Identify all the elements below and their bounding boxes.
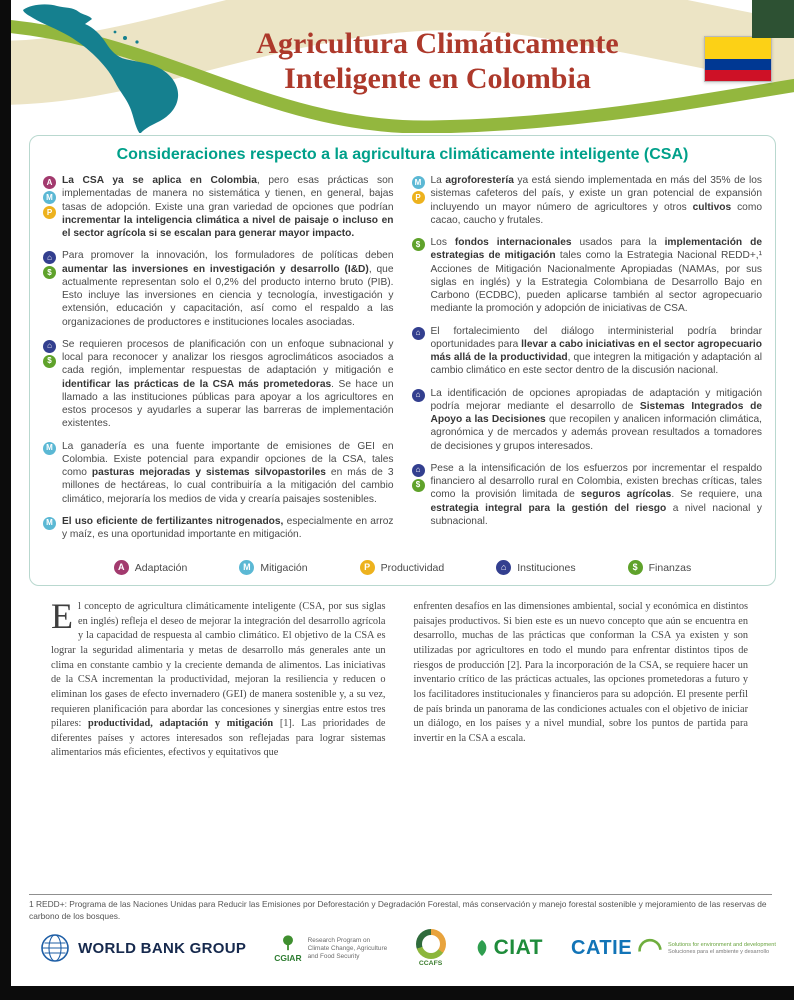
finanzas-icon: $ xyxy=(43,355,56,368)
legend xyxy=(43,550,762,581)
dropcap: E xyxy=(51,600,73,637)
productividad-icon: P xyxy=(360,560,375,575)
considerations-box xyxy=(29,135,776,586)
bullet-item xyxy=(412,174,763,227)
adaptacion-icon: A xyxy=(114,560,129,575)
footnote: 1 REDD+: Programa de las Naciones Unidas para Reducir las Emisiones por Deforestación y Degradación Forestal, más conservación y manejo forestal sostenible y mejoramiento de las reservas de carbono de los bosques. xyxy=(29,894,772,922)
swoosh-icon xyxy=(637,937,663,959)
instituciones-icon: ⌂ xyxy=(412,464,425,477)
colombia-flag xyxy=(704,36,772,82)
bullet-icon-stack xyxy=(412,462,425,528)
bottom-border-bar xyxy=(0,986,794,1000)
instituciones-icon: ⌂ xyxy=(43,251,56,264)
body-right-column: enfrenten desafíos en las dimensiones ambiental, social y económica en distintos paisajes productivos. Si bien este es un nuevo concepto que aún se encuentra en desarrollo, muchas de las prácticas que conforman la CSA ya existen y son utilizadas por agricultores en todo el mundo para enfrentar distintos tipos de riesgos de producción [2]. Para la incorporación de la CSA, se requiere hacer un inventario crítico de las prácticas actuales, las opciones prometedoras a futuro y los facilitadores institucionales y financieros para su adopción. El presente perfil de país brinda un panorama de las condiciones actuales con el objetivo de iniciar un diálogo, en los países y a nivel mundial, sobre los puntos de partida para invertir en la CSA a escala. xyxy=(413,601,748,744)
logos-row xyxy=(22,925,794,971)
bullet-icon-stack xyxy=(43,440,56,506)
legend-item-productividad xyxy=(360,560,445,575)
catie-tagline-es: Soluciones para el ambiente y desarrollo xyxy=(668,948,770,955)
bullet-column-left xyxy=(43,174,394,550)
mitigacion-icon: M xyxy=(412,176,425,189)
bullet-icon-stack xyxy=(43,249,56,329)
productividad-icon: P xyxy=(43,206,56,219)
cgiar-label: CGIAR xyxy=(274,952,302,963)
content-area xyxy=(11,133,794,986)
bullet-text: La CSA ya se aplica en Colombia, pero esas prácticas son implementadas de manera no sistemática y tienen, en general, bajas tasas de adopción. Existe una gran variedad de opciones que podrían incrementar la inteligencia climática a nivel de paisaje o incluso en el sector agrícola si se escalan para generar mayor impacto. xyxy=(62,175,394,239)
considerations-heading: Consideraciones respecto a la agricultura climáticamente inteligente (CSA) xyxy=(116,146,689,163)
bullet-item xyxy=(412,462,763,528)
corner-decoration xyxy=(752,0,794,38)
catie-tagline-en: Solutions for environment and development xyxy=(668,941,776,948)
bullet-text: Los fondos internacionales usados para la implementación de estrategias de mitigación tales como la Estrategia Nacional REDD+,¹ Acciones de Mitigación Nacionalmente Apropiadas (NAMAs, por sus siglas en inglés) y la Estrategia Colombiana de Desarrollo Bajo en Carbono (ECDBC), pueden aplicarse también al sector agropecuario mediante la promoción y adopción de iniciativas de CSA. xyxy=(430,237,762,315)
bullet-item xyxy=(43,440,394,506)
mitigacion-icon: M xyxy=(43,442,56,455)
legend-label: Adaptación xyxy=(134,561,188,574)
logo-ccafs xyxy=(416,929,446,967)
legend-item-adaptacion xyxy=(114,560,188,575)
ciat-label: CIAT xyxy=(493,936,544,959)
latin-america-map-icon xyxy=(13,2,183,133)
bullet-icon-stack xyxy=(43,338,56,431)
logo-world-bank xyxy=(40,933,246,963)
tree-icon xyxy=(279,934,297,952)
legend-item-finanzas xyxy=(628,560,692,575)
bullet-item xyxy=(412,236,763,316)
bullet-text: La identificación de opciones apropiadas de adaptación y mitigación podría mejorar mediante el desarrollo de Sistemas Integrados de Apoyo a las Decisiones que recopilen y analicen información climática, agronómica y de mercados y además provean resultados a tomadores de decisiones y grupos interesados. xyxy=(430,387,763,452)
flag-blue-stripe xyxy=(705,59,771,70)
body-left-text: l concepto de agricultura climáticamente inteligente (CSA, por sus siglas en inglés) refleja el deseo de mejorar la integración del desarrollo agrícola y la capacidad de respuesta al cambio climático. El objetivo de la CSA es lograr la seguridad alimentaria y metas de desarrollo más generales ante un clima en constante cambio y la creciente demanda de alimentos. Las iniciativas de la CSA incrementan la productividad, mejoran la resiliencia y reducen o eliminan los gases de efecto invernadero (GEI) de manera sostenible y, a su vez, requieren planificación para abordar las concesiones y sinergias entre estos tres pilares: productividad, adaptación y mitigación [1]. Las prioridades de diferentes países y actores interesados son reflejadas para lograr sistemas alimentarios más eficientes, efectivos y equitativos que xyxy=(51,601,386,759)
legend-label: Productividad xyxy=(380,561,445,574)
bullet-item xyxy=(412,387,763,453)
bullet-text: El fortalecimiento del diálogo interministerial podría brindar oportunidades para llevar a cabo iniciativas en el sector agropecuario más allá de la productividad, que integren la mitigación y adaptación al cambio climático en este sector dentro de la discusión nacional. xyxy=(430,325,762,377)
bullet-item xyxy=(43,515,394,542)
body-section xyxy=(51,600,748,761)
bullet-item xyxy=(43,338,394,431)
header xyxy=(11,0,794,133)
legend-item-instituciones xyxy=(496,560,575,575)
globe-icon xyxy=(40,933,70,963)
bullet-text: El uso eficiente de fertilizantes nitrogenados, especialmente en arroz y maíz, es una oportunidad importante en mitigación. xyxy=(62,515,394,540)
leaf-icon xyxy=(474,938,490,958)
ccafs-badge-icon xyxy=(416,929,446,959)
page-title-line2: Inteligente en Colombia xyxy=(284,62,591,96)
bullet-item xyxy=(43,174,394,240)
catie-taglines xyxy=(668,942,776,955)
left-border-bar xyxy=(0,0,11,1000)
bullet-text: La agroforestería ya está siendo implementada en más del 35% de los sistemas cafeteros del país, y existe un gran potencial de expansión incluyendo un mayor número de agricultores y otros cultivos como cacao, caucho y frutales. xyxy=(430,175,762,226)
catie-label: CATIE xyxy=(571,936,633,959)
world-bank-label: WORLD BANK GROUP xyxy=(78,939,247,957)
bullet-item xyxy=(43,249,394,329)
bullet-text: Se requieren procesos de planificación con un enfoque subnacional y local para reconocer y analizar los riesgos agroclimáticos asociados a cada región, implementar respuestas de adaptación y mitigación e identificar las prácticas de la CSA más prometedoras. Se hace un llamado a las instituciones públicas para apoyar a los agricultores en estos procesos y ayudarles a superar las barreras de implementación existentes. xyxy=(62,338,394,430)
instituciones-icon: ⌂ xyxy=(43,340,56,353)
logo-ciat xyxy=(474,936,543,960)
legend-item-mitigacion xyxy=(239,560,307,575)
finanzas-icon: $ xyxy=(412,238,425,251)
instituciones-icon: ⌂ xyxy=(496,560,511,575)
bullet-text: Pese a la intensificación de los esfuerzos por incrementar el respaldo financiero al desarrollo rural en Colombia, existen brechas críticas, tales como la provisión limitada de seguros agrícolas. Se requiere, una estrategia integral para la gestión del riesgo a nivel nacional y subnacional. xyxy=(430,462,762,527)
finanzas-icon: $ xyxy=(628,560,643,575)
bullet-icon-stack xyxy=(412,387,425,453)
instituciones-icon: ⌂ xyxy=(412,389,425,402)
body-left-column xyxy=(51,600,386,761)
finanzas-icon: $ xyxy=(43,266,56,279)
bullet-column-right xyxy=(412,174,763,550)
bullet-icon-stack xyxy=(412,325,425,378)
legend-label: Instituciones xyxy=(517,561,576,574)
bullet-icon-stack xyxy=(43,515,56,542)
flag-red-stripe xyxy=(705,70,771,81)
legend-label: Finanzas xyxy=(648,561,692,574)
cgiar-program-text: Research Program on Climate Change, Agriculture and Food Security xyxy=(307,936,388,960)
mitigacion-icon: M xyxy=(43,191,56,204)
logo-cgiar xyxy=(274,934,387,963)
bullet-icon-stack xyxy=(412,236,425,316)
mitigacion-icon: M xyxy=(43,517,56,530)
legend-label: Mitigación xyxy=(260,561,308,574)
bullet-text: La ganadería es una fuente importante de emisiones de GEI en Colombia. Existe potencial para expandir opciones de la CSA, tales como pasturas mejoradas y sistemas silvopastoriles en más de 3 millones de hectáreas, lo cual contribuiría a la mitigación del cambio climático, mejoraría los medios de vida y crearía paisajes sostenibles. xyxy=(62,440,394,505)
mitigacion-icon: M xyxy=(239,560,254,575)
considerations-columns xyxy=(43,174,762,550)
bullet-icon-stack xyxy=(43,174,56,240)
bullet-item xyxy=(412,325,763,378)
cgiar-mark xyxy=(274,934,301,963)
page-title xyxy=(169,26,706,96)
instituciones-icon: ⌂ xyxy=(412,327,425,340)
ccafs-label: CCAFS xyxy=(418,960,443,967)
adaptacion-icon: A xyxy=(43,176,56,189)
bullet-text: Para promover la innovación, los formuladores de políticas deben aumentar las inversiones en investigación y desarrollo (I&D), que actualmente representan solo el 0,2% del producto interno bruto (PIB). Esto incluye las inversiones en ciencia y tecnología, investigación y extensión, educación y capacitación, así como el respaldo a las organizaciones de productores e instituciones locales asociadas. xyxy=(62,250,394,328)
logo-catie xyxy=(571,937,776,960)
finanzas-icon: $ xyxy=(412,479,425,492)
page-title-line1: Agricultura Climáticamente xyxy=(256,27,619,60)
bullet-icon-stack xyxy=(412,174,425,227)
productividad-icon: P xyxy=(412,191,425,204)
ccafs-badge-inner xyxy=(422,935,440,953)
